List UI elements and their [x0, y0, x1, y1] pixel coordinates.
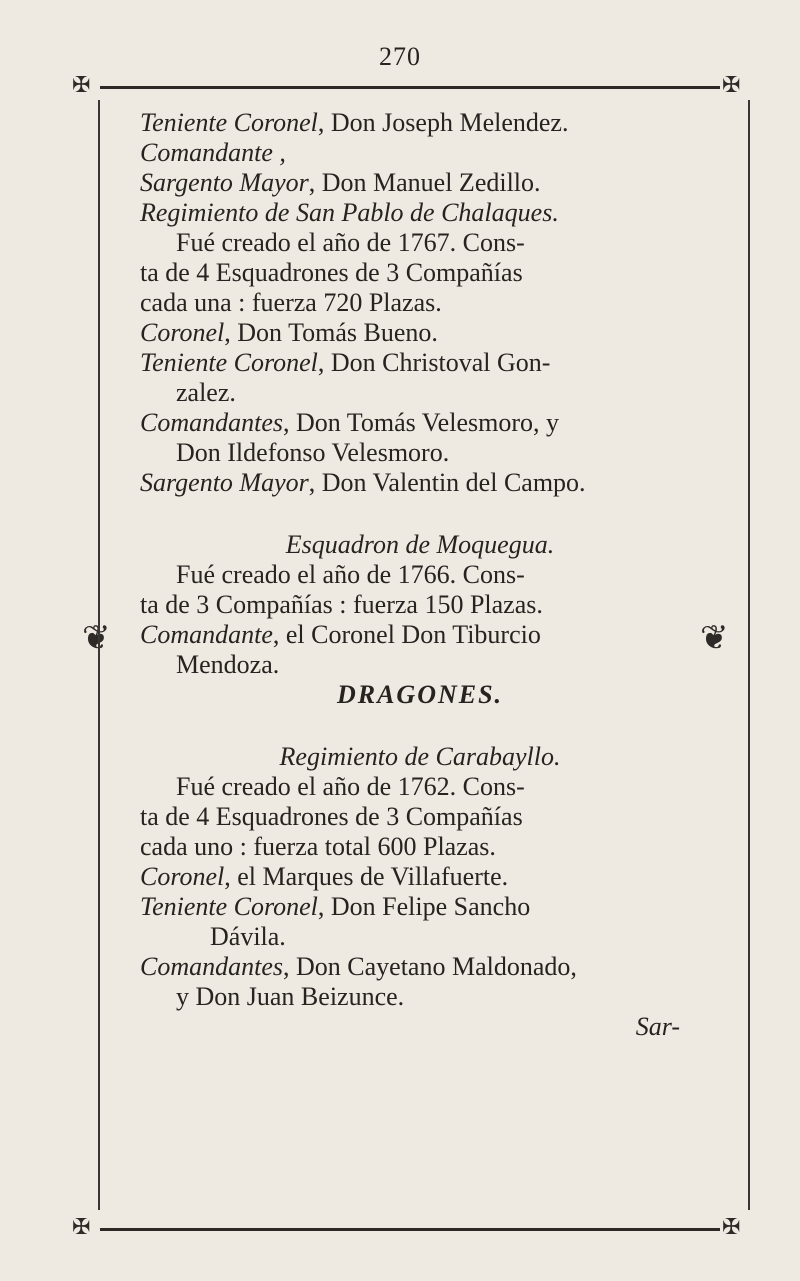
rank-label: Sargento Mayor: [140, 168, 309, 197]
section-heading: DRAGONES.: [336, 680, 504, 709]
page-number: 270: [379, 42, 421, 71]
corner-ornament-icon: ✠: [722, 72, 741, 97]
text-line: zalez.: [176, 378, 236, 407]
rank-label: Teniente Coronel: [140, 348, 318, 377]
officer-name: , Don Christoval Gon-: [317, 348, 551, 377]
officer-name: , Don Cayetano Maldonado,: [283, 952, 577, 981]
text-line: [140, 620, 700, 650]
bottom-border-rule: [100, 1228, 720, 1231]
text-line: Dávila.: [210, 922, 286, 951]
corner-ornament-icon: ✠: [722, 1214, 741, 1239]
text-line: Don Ildefonso Velesmoro.: [176, 438, 450, 467]
text-line: [140, 108, 700, 138]
officer-name: , el Marques de Villafuerte.: [224, 862, 509, 891]
text-line: [140, 952, 700, 982]
text-line: [140, 892, 700, 922]
rank-label: Coronel: [140, 318, 225, 347]
text-line: [140, 168, 700, 198]
text-line: ta de 4 Esquadrones de 3 Compañías: [140, 802, 523, 831]
text-line: [140, 862, 700, 892]
corner-ornament-icon: ✠: [72, 1214, 91, 1239]
text-line: [140, 348, 700, 378]
text-line: Fué creado el año de 1767. Cons-: [176, 228, 525, 257]
corner-ornament-icon: ✠: [72, 72, 91, 97]
rank-label: Sargento Mayor: [140, 468, 309, 497]
officer-name: , Don Valentin del Campo.: [308, 468, 586, 497]
text-line: Fué creado el año de 1766. Cons-: [176, 560, 525, 589]
top-border-rule: [100, 86, 720, 89]
text-line: Comandante ,: [140, 138, 286, 167]
text-line: [140, 468, 700, 498]
regiment-heading: Regimiento de Carabayllo.: [279, 742, 561, 771]
catchword: Sar-: [635, 1012, 680, 1041]
officer-name: , el Coronel Don Tiburcio: [272, 620, 541, 649]
text-line: y Don Juan Beizunce.: [176, 982, 405, 1011]
text-line: [140, 318, 700, 348]
regiment-heading: Regimiento de San Pablo de Chalaques.: [140, 198, 559, 227]
text-line: ta de 4 Esquadrones de 3 Compañías: [140, 258, 523, 287]
rank-label: Comandante: [140, 620, 273, 649]
text-line: cada uno : fuerza total 600 Plazas.: [140, 832, 496, 861]
text-line: ta de 3 Compañías : fuerza 150 Plazas.: [140, 590, 543, 619]
officer-name: , Don Joseph Melendez.: [317, 108, 569, 137]
right-border-line: [748, 100, 750, 1210]
text-line: Mendoza.: [176, 650, 280, 679]
rank-label: Teniente Coronel: [140, 892, 318, 921]
officer-name: , Don Tomás Bueno.: [224, 318, 438, 347]
side-ornament-icon: ❦: [700, 620, 729, 657]
rank-label: Comandantes: [140, 952, 283, 981]
rank-label: Teniente Coronel: [140, 108, 318, 137]
squadron-heading: Esquadron de Moquegua.: [285, 530, 555, 559]
text-line: Fué creado el año de 1762. Cons-: [176, 772, 525, 801]
rank-label: Comandantes: [140, 408, 283, 437]
officer-name: , Don Manuel Zedillo.: [308, 168, 541, 197]
text-line: cada una : fuerza 720 Plazas.: [140, 288, 442, 317]
left-border-line: [98, 100, 100, 1210]
page-text: [140, 108, 700, 1042]
officer-name: , Don Felipe Sancho: [317, 892, 531, 921]
rank-label: Coronel: [140, 862, 225, 891]
text-line: [140, 408, 700, 438]
officer-name: , Don Tomás Velesmoro, y: [283, 408, 559, 437]
side-ornament-icon: ❦: [82, 620, 111, 657]
